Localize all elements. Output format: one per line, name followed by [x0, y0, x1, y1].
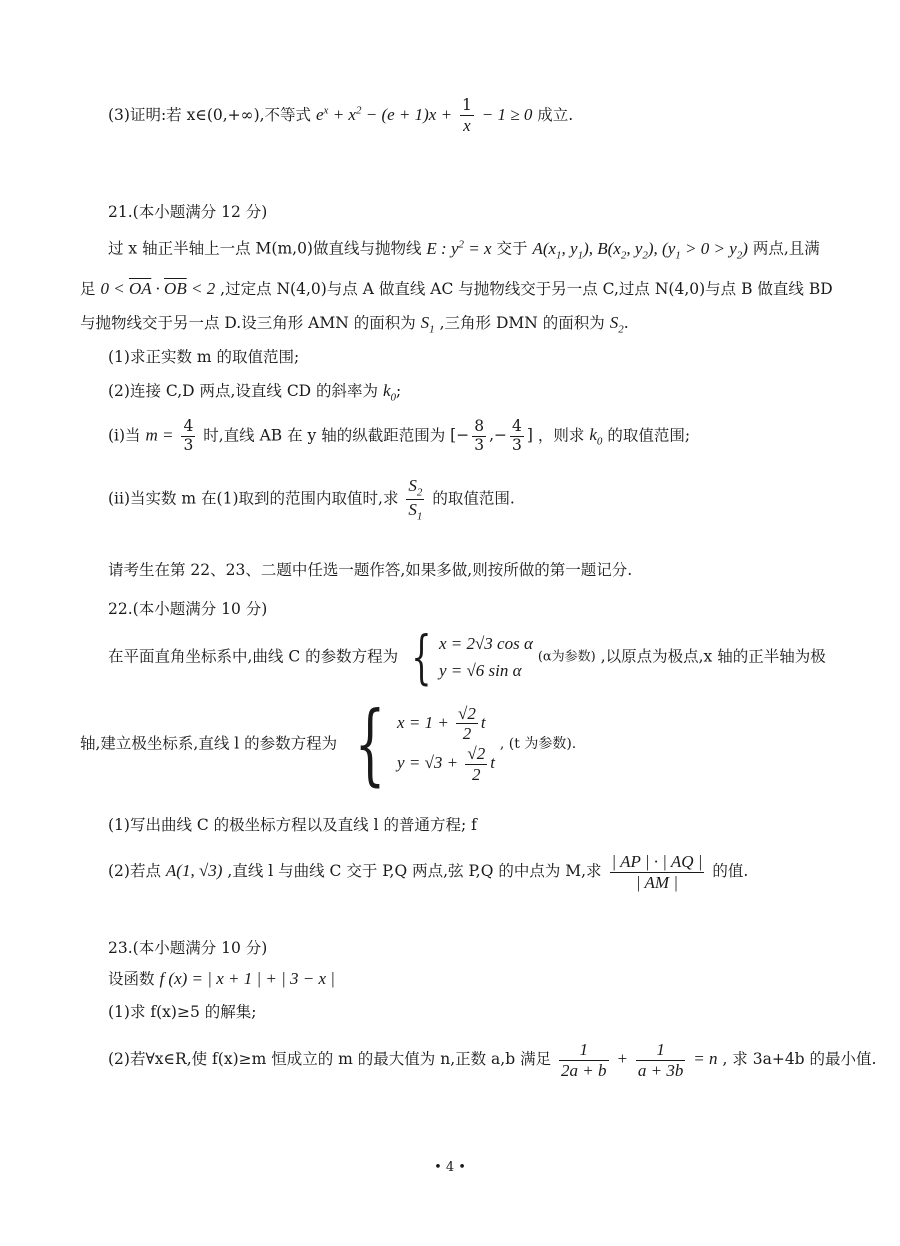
part3-tail: 成立. — [537, 106, 574, 125]
s1-symbol: $S_1$ — [420, 313, 435, 336]
problem21-q1: (1)求正实数 m 的取值范围; — [108, 348, 300, 366]
points-ab-formula: $A(x_1$, $y_1$), $B(x_2$, $y_2$), $(y_1 > 0 > y_2)$ — [532, 238, 748, 262]
k0-symbol: $k_0$ — [382, 381, 397, 404]
problem21-areas: 与抛物线交于另一点 D.设三角形 AMN 的面积为 $S_1$ ,三角形 DMN 的面积为 $S_2$. — [80, 313, 629, 336]
problem21-q2: (2)连接 C,D 两点,设直线 CD 的斜率为 $k_0$; — [108, 381, 402, 404]
k0-symbol: $k_0$ — [589, 425, 603, 448]
problem23-q2: (2)若∀x∈R,使 f(x)≥m 恒成立的 m 的最大值为 n,正数 a,b 满足 $\frac{1}{2a + b}$ + $\frac{1}{a + 3b}$ = n , 求 3a+4b 的最小值. — [108, 1040, 877, 1080]
line-l-parametric-system: x = 1 + $\frac{√2}{2}$ t y = √3 + $\frac{√2}{2}$ t — [397, 703, 495, 784]
function-formula: f (x) = | x + 1 | + | 3 − x | — [159, 969, 335, 988]
problem22-header: 22.(本小题满分 10 分) — [108, 600, 268, 618]
ratio-s2-s1: $\frac{S_2}{S_1}$ — [408, 476, 423, 523]
s2-symbol: $S_2$ — [609, 313, 624, 336]
inequality-formula: $e^x + x^2 - (e + 1)x$ + — [316, 104, 453, 125]
problem23-q1: (1)求 f(x)≥5 的解集; — [108, 1003, 257, 1021]
fraction-1-over-a-3b: $\frac{1}{a + 3b}$ — [637, 1040, 684, 1080]
problem21-q2-i: (i)当 m = $\frac{4}{3}$ 时,直线 AB 在 y 轴的纵截距范围为 [− $\frac{8}{3}$ ,− $\frac{4}{3}$ ] ，则求 $k_0$ 的取值范围; — [108, 417, 691, 454]
left-brace: { — [354, 692, 386, 795]
fraction-1-over-x: $\frac{1}{x}$ — [461, 96, 472, 135]
problem22-q1: (1)写出曲线 C 的极坐标方程以及直线 l 的普通方程; f — [108, 816, 477, 834]
point-a-formula: A(1, √3) — [165, 861, 223, 881]
problem22-para1: 在平面直角坐标系中,曲线 C 的参数方程为 { x = 2√3 cos α y = √6 sin α (α为参数) ,以原点为极点,x 轴的正半轴为极 — [108, 623, 826, 691]
problem20-part3 — [108, 97, 573, 135]
ratio-ap-aq-am: $\frac{| AP | \cdot | AQ |}{| AM |}$ — [611, 852, 703, 892]
parabola-formula: E : $y^2 = x$ — [426, 238, 492, 258]
problem21-intro: 过 x 轴正半轴上一点 M(m,0)做直线与抛物线 E : $y^2 = x$ 交于 $A(x_1$, $y_1$), $B(x_2$, $y_2$), $(y_1 > 0 > y_2)$ 两点,且满 — [108, 238, 820, 262]
fraction-1-over-2a-b: $\frac{1}{2a + b}$ — [561, 1040, 607, 1080]
problem21-condition: 足 $0 < \overline{OA} \cdot \overline{OB} < 2$ ,过定点 N(4,0)与点 A 做直线 AC 与抛物线交于另一点 C,过点 N(4,0)与点 B 做直线 BD — [80, 279, 833, 298]
curve-c-parametric-system: x = 2√3 cos α y = √6 sin α — [438, 633, 533, 680]
problem23-definition: 设函数 f (x) = | x + 1 | + | 3 − x | — [108, 969, 335, 988]
left-brace: { — [411, 623, 432, 691]
part3-label: (3)证明:若 — [108, 106, 182, 125]
problem23-header: 23.(本小题满分 10 分) — [108, 939, 268, 957]
choose-note: 请考生在第 22、23、二题中任选一题作答,如果多做,则按所做的第一题记分. — [108, 561, 633, 579]
problem22-q2: (2)若点 A(1, √3) ,直线 l 与曲线 C 交于 P,Q 两点,弦 P,Q 的中点为 M,求 $\frac{| AP | \cdot | AQ |}{| AM |}$ 的值. — [108, 852, 749, 892]
problem21-q2-ii: (ii)当实数 m 在(1)取到的范围内取值时,求 $\frac{S_2}{S_1}$ 的取值范围. — [108, 476, 515, 523]
fraction-4-3: $\frac{4}{3}$ — [183, 417, 194, 454]
problem22-para2: 轴,建立极坐标系,直线 l 的参数方程为 { x = 1 + $\frac{√2}{2}$ t y = √3 + $\frac{√2}{2}$ t , (t 为参数). — [80, 692, 577, 795]
dot-product-formula: $0 < \overline{OA} \cdot \overline{OB} < 2$ — [100, 279, 216, 298]
m-value-formula: m = — [145, 425, 174, 445]
page-number: • 4 • — [434, 1160, 466, 1175]
problem21-header: 21.(本小题满分 12 分) — [108, 203, 268, 221]
inequality-tail: − 1 ≥ 0 — [481, 105, 533, 125]
part3-domain: x∈(0,+∞),不等式 — [186, 106, 312, 125]
intercept-range: [− $\frac{8}{3}$ ,− $\frac{4}{3}$ ] — [450, 417, 533, 454]
